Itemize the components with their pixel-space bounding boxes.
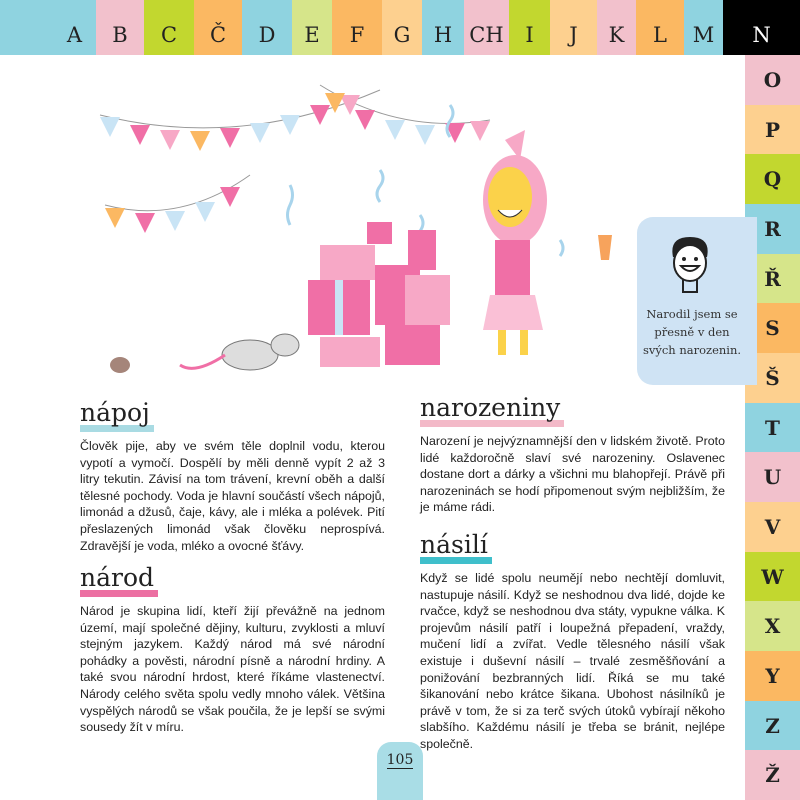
letter-tab-m[interactable]: M <box>684 0 723 55</box>
bunting-flag <box>105 208 125 228</box>
letter-tab-h[interactable]: H <box>422 0 464 55</box>
letter-tab-a[interactable]: A <box>0 0 96 55</box>
bunting-flag <box>135 213 155 233</box>
bunting-flags <box>100 85 490 233</box>
bunting-flag <box>100 117 120 137</box>
letter-tab-p[interactable]: P <box>745 105 800 155</box>
bunting-flag <box>195 202 215 222</box>
letter-tab-u[interactable]: U <box>745 452 800 502</box>
bunting-flag <box>165 211 185 231</box>
gift-boxes <box>308 222 450 367</box>
boy-face-icon <box>665 235 715 297</box>
entry-narod <box>80 563 385 736</box>
bunting-flag <box>190 131 210 151</box>
letter-tab-t[interactable]: T <box>745 403 800 453</box>
bunting-flag <box>130 125 150 145</box>
entry-text: Národ je skupina lidí, kteří žijí převážně na jednom území, mají společné dějiny, kulturu, zvyklosti a mluví stejným jazykem. Každý národ má své národní pohádky a pověsti, národní písně a národní hrdiny. A také svou národní hrdost, které říkáme vlastenectví. Národy celého světa spolu vedly mnoho válek. Většina vyspělých národů se však poučila, že je lepší se svými sousedy žít v míru. <box>80 604 385 735</box>
letter-tab-r[interactable]: R <box>745 204 800 254</box>
bunting-flag <box>310 105 330 125</box>
letter-tab-v[interactable]: V <box>745 502 800 552</box>
entry-title: násilí <box>420 530 492 560</box>
entry-nasili <box>420 530 725 753</box>
entry-text: Narození je nejvýznamnější den v lidském životě. Proto lidé každoročně slaví své narozeniny. Oslavenec dostane dort a dárky a všichni mu blahopřejí. Právě při narozeninách se hodí připomenout svým nejbližším, že je máme rádi. <box>420 434 725 515</box>
bunting-flag <box>470 121 490 141</box>
entry-napoj <box>80 398 385 554</box>
mouse <box>110 357 130 373</box>
letter-tab-s[interactable]: S <box>745 303 800 353</box>
letter-tab-z[interactable]: Z <box>745 701 800 751</box>
page-number-text: 105 <box>386 752 414 768</box>
letter-tab-k[interactable]: K <box>597 0 636 55</box>
bunting-flag <box>280 115 300 135</box>
letter-tab-l[interactable]: L <box>636 0 684 55</box>
letter-tab-ř[interactable]: Ř <box>745 254 800 304</box>
bubble-text: Narodil jsem se přesně v den svých narozenin. <box>642 307 742 357</box>
letter-tab-b[interactable]: B <box>96 0 144 55</box>
entry-text: Člověk pije, aby ve svém těle doplnil vodu, kterou vypotí a vymočí. Dospělí by měli denně vypít 2 až 3 litry tekutin. Závisí na tom trávení, krevní oběh a další tělesné pochody. Voda je hlavní součástí všech nápojů, limonád a džusů, čaje, kávy, ale i mléka a polévek. Pití přeslazených limonád však člověku neprospívá. Zdravější je voda, mléko a ovocné šťávy. <box>80 439 385 553</box>
girl <box>483 130 612 355</box>
entry-title: nápoj <box>80 398 154 428</box>
letter-tab-d[interactable]: D <box>242 0 292 55</box>
bunting-flag <box>250 123 270 143</box>
entry-title: narozeniny <box>420 393 564 423</box>
letter-tab-ž[interactable]: Ž <box>745 750 800 800</box>
bunting-flag <box>325 93 345 113</box>
letter-tab-š[interactable]: Š <box>745 353 800 403</box>
speech-bubble <box>637 217 757 385</box>
alphabet-top-tabs <box>0 0 800 55</box>
page-number <box>377 742 423 800</box>
entry-title: národ <box>80 563 158 593</box>
letter-tab-e[interactable]: E <box>292 0 332 55</box>
letter-tab-ch[interactable]: CH <box>464 0 509 55</box>
letter-tab-x[interactable]: X <box>745 601 800 651</box>
bunting-flag <box>220 187 240 207</box>
letter-tab-i[interactable]: I <box>509 0 550 55</box>
party-illustration <box>90 65 630 385</box>
letter-tab-g[interactable]: G <box>382 0 422 55</box>
alphabet-side-tabs <box>745 55 800 800</box>
bunting-flag <box>160 130 180 150</box>
letter-tab-y[interactable]: Y <box>745 651 800 701</box>
bunting-flag <box>385 120 405 140</box>
dog <box>180 334 299 370</box>
bunting-flag <box>355 110 375 130</box>
letter-tab-n[interactable]: N <box>723 0 800 55</box>
bunting-flag <box>415 125 435 145</box>
letter-tab-q[interactable]: Q <box>745 154 800 204</box>
entry-text: Když se lidé spolu neumějí nebo nechtějí domluvit, nastupuje násilí. Když se neshodnou dva lidé, dojde ke rvačce, když se neshodnou dva státy, vypukne válka. K projevům násilí patří i loupežná přepadení, vraždy, mučení lidí a zvířat. Vedle tělesného násilí však existuje i duševní násilí – trvalé zesměšňování a ponižování bezbranných lidí. Říká se mu také šikanování nebo krátce šikana. Ubohost násilníků je právě v tom, že si za terč svých útoků vybírají někoho slabšího. Každému násilí je třeba se bránit, nejlépe společně. <box>420 571 725 751</box>
letter-tab-o[interactable]: O <box>745 55 800 105</box>
letter-tab-w[interactable]: W <box>745 552 800 602</box>
entry-narozeniny <box>420 393 725 516</box>
bunting-flag <box>220 128 240 148</box>
letter-tab-c[interactable]: C <box>144 0 194 55</box>
letter-tab-č[interactable]: Č <box>194 0 242 55</box>
letter-tab-f[interactable]: F <box>332 0 382 55</box>
letter-tab-j[interactable]: J <box>550 0 597 55</box>
